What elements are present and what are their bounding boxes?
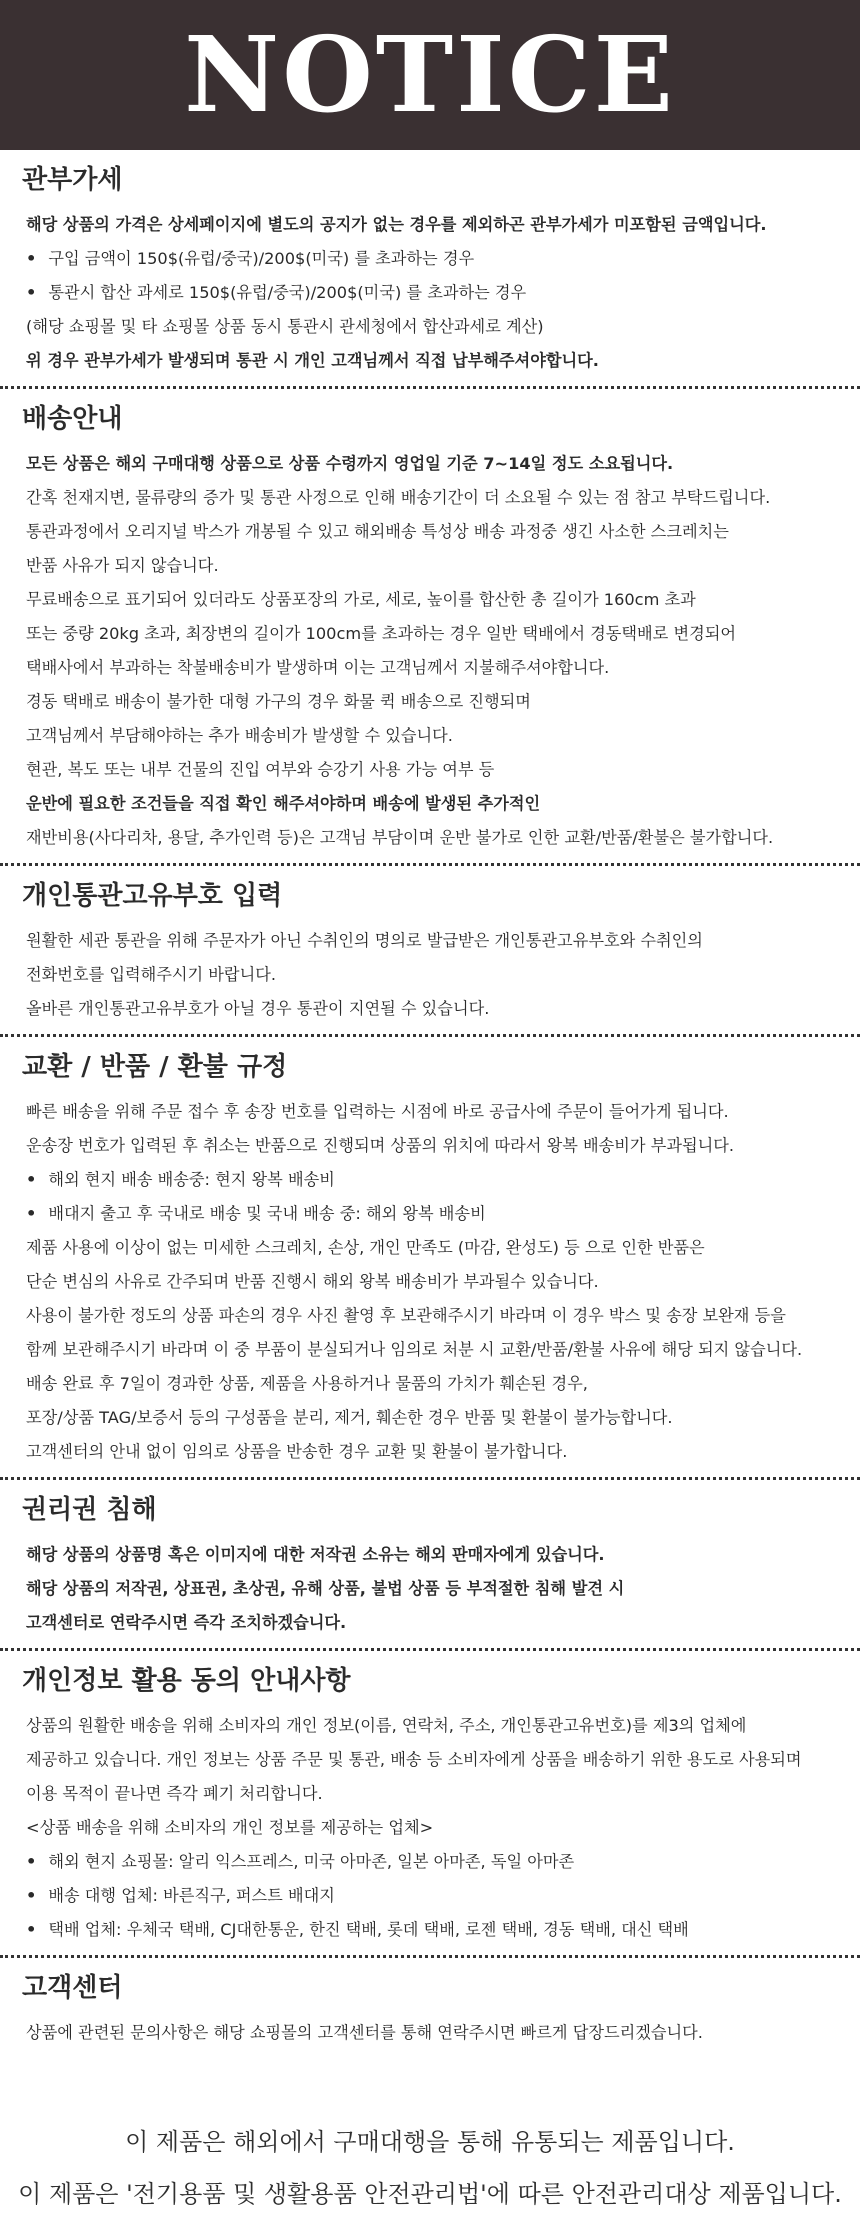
text-line: 고객님께서 부담해야하는 추가 배송비가 발생할 수 있습니다. [26,726,453,745]
text-line: 고객센터로 연락주시면 즉각 조치하겠습니다. [26,1613,347,1632]
text-line: 재반비용(사다리차, 용달, 추가인력 등)은 고객님 부담이며 운반 불가로 인한 교환/반품/환불은 불가합니다. [26,828,774,847]
text-line: 제품 사용에 이상이 없는 미세한 스크레치, 손상, 개인 만족도 (마감, 완성도) 등 으로 인한 반품은 [26,1238,705,1257]
section-3 [0,1037,860,1477]
text-line: 사용이 불가한 정도의 상품 파손의 경우 사진 촬영 후 보관해주시기 바라며 이 경우 박스 및 송장 보완재 등을 [26,1306,786,1325]
text-line: 택배사에서 부과하는 착불배송비가 발생하며 이는 고객님께서 지불해주셔야합니다. [26,658,610,677]
text-line: <상품 배송을 위해 소비자의 개인 정보를 제공하는 업체> [26,1818,434,1837]
text-line: (해당 쇼핑몰 및 타 쇼핑몰 상품 동시 통관시 관세청에서 합산과세로 계산) [26,317,544,336]
text-line: 또는 중량 20kg 초과, 최장변의 길이가 100cm를 초과하는 경우 일반 택배에서 경동택배로 변경되어 [26,624,737,643]
bullet-item: • 해외 현지 쇼핑몰: 알리 익스프레스, 미국 아마존, 일본 아마존, 독일 아마존 [22,1845,844,1879]
text-line: 배송 완료 후 7일이 경과한 상품, 제품을 사용하거나 물품의 가치가 훼손된 경우, [26,1374,588,1393]
text-line: 위 경우 관부가세가 발생되며 통관 시 개인 고객님께서 직접 납부해주셔야합니다. [26,351,599,370]
text-line: 올바른 개인통관고유부호가 아닐 경우 통관이 지연될 수 있습니다. [26,999,490,1018]
text-line: 이용 목적이 끝나면 즉각 폐기 처리합니다. [26,1784,323,1803]
section-title: 개인정보 활용 동의 안내사항 [22,1666,351,1696]
section-title: 개인통관고유부호 입력 [22,881,283,911]
text-line: 반품 사유가 되지 않습니다. [26,556,219,575]
section-2 [0,866,860,1034]
notice-sections [0,150,860,2058]
text-line: 운반에 필요한 조건들을 직접 확인 해주셔야하며 배송에 발생된 추가적인 [26,794,541,813]
notice-title: NOTICE [184,13,676,136]
text-line: 함께 보관해주시기 바라며 이 중 부품이 분실되거나 임의로 처분 시 교환/반품/환불 사유에 해당 되지 않습니다. [26,1340,803,1359]
text-line: 원활한 세관 통관을 위해 주문자가 아닌 수취인의 명의로 발급받은 개인통관고유부호와 수취인의 [26,931,703,950]
bullet-item: • 배송 대행 업체: 바른직구, 퍼스트 배대지 [22,1879,844,1913]
section-5 [0,1651,860,1955]
bullet-item: • 배대지 출고 후 국내로 배송 및 국내 배송 중: 해외 왕복 배송비 [22,1197,844,1231]
section-title: 배송안내 [22,404,123,434]
text-line: 통관과정에서 오리지널 박스가 개봉될 수 있고 해외배송 특성상 배송 과정중 생긴 사소한 스크레치는 [26,522,729,541]
bullet-item: • 구입 금액이 150$(유럽/중국)/200$(미국) 를 초과하는 경우 [22,242,844,276]
text-line: 전화번호를 입력해주시기 바랍니다. [26,965,276,984]
notice-banner [0,0,860,150]
text-line: 포장/상품 TAG/보증서 등의 구성품을 분리, 제거, 훼손한 경우 반품 및 환불이 불가능합니다. [26,1408,673,1427]
section-0 [0,150,860,386]
text-line: 해당 상품의 저작권, 상표권, 초상권, 유해 상품, 불법 상품 등 부적절한 침해 발견 시 [26,1579,625,1598]
text-line: 경동 택배로 배송이 불가한 대형 가구의 경우 화물 퀵 배송으로 진행되며 [26,692,531,711]
text-line: 해당 상품의 가격은 상세페이지에 별도의 공지가 없는 경우를 제외하곤 관부가세가 미포함된 금액입니다. [26,215,767,234]
footer-line-1: 이 제품은 해외에서 구매대행을 통해 유통되는 제품입니다. [125,2128,735,2156]
section-title: 고객센터 [22,1973,123,2003]
text-line: 무료배송으로 표기되어 있더라도 상품포장의 가로, 세로, 높이를 합산한 총 길이가 160cm 초과 [26,590,696,609]
text-line: 빠른 배송을 위해 주문 접수 후 송장 번호를 입력하는 시점에 바로 공급사에 주문이 들어가게 됩니다. [26,1102,729,1121]
text-line: 상품에 관련된 문의사항은 해당 쇼핑몰의 고객센터를 통해 연락주시면 빠르게 답장드리겠습니다. [26,2023,703,2042]
section-1 [0,389,860,863]
text-line: 간혹 천재지변, 물류량의 증가 및 통관 사정으로 인해 배송기간이 더 소요될 수 있는 점 참고 부탁드립니다. [26,488,771,507]
text-line: 모든 상품은 해외 구매대행 상품으로 상품 수령까지 영업일 기준 7~14일 정도 소요됩니다. [26,454,674,473]
text-line: 현관, 복도 또는 내부 건물의 진입 여부와 승강기 사용 가능 여부 등 [26,760,495,779]
bullet-item: • 통관시 합산 과세로 150$(유럽/중국)/200$(미국) 를 초과하는 경우 [22,276,844,310]
bullet-item: • 택배 업체: 우체국 택배, CJ대한통운, 한진 택배, 롯데 택배, 로젠 택배, 경동 택배, 대신 택배 [22,1913,844,1947]
text-line: 제공하고 있습니다. 개인 정보는 상품 주문 및 통관, 배송 등 소비자에게 상품을 배송하기 위한 용도로 사용되며 [26,1750,802,1769]
text-line: 고객센터의 안내 없이 임의로 상품을 반송한 경우 교환 및 환불이 불가합니다. [26,1442,568,1461]
section-6 [0,1958,860,2058]
text-line: 해당 상품의 상품명 혹은 이미지에 대한 저작권 소유는 해외 판매자에게 있습니다. [26,1545,605,1564]
section-4 [0,1480,860,1648]
footer-notice [0,2058,860,2220]
section-title: 교환 / 반품 / 환불 규정 [22,1052,288,1082]
text-line: 단순 변심의 사유로 간주되며 반품 진행시 해외 왕복 배송비가 부과될수 있습니다. [26,1272,599,1291]
bullet-item: • 해외 현지 배송 배송중: 현지 왕복 배송비 [22,1163,844,1197]
section-title: 관부가세 [22,165,123,195]
section-title: 권리권 침해 [22,1495,157,1525]
text-line: 상품의 원활한 배송을 위해 소비자의 개인 정보(이름, 연락처, 주소, 개인통관고유번호)를 제3의 업체에 [26,1716,747,1735]
footer-line-2: 이 제품은 '전기용품 및 생활용품 안전관리법'에 따른 안전관리대상 제품입니다. [18,2180,842,2208]
text-line: 운송장 번호가 입력된 후 취소는 반품으로 진행되며 상품의 위치에 따라서 왕복 배송비가 부과됩니다. [26,1136,735,1155]
